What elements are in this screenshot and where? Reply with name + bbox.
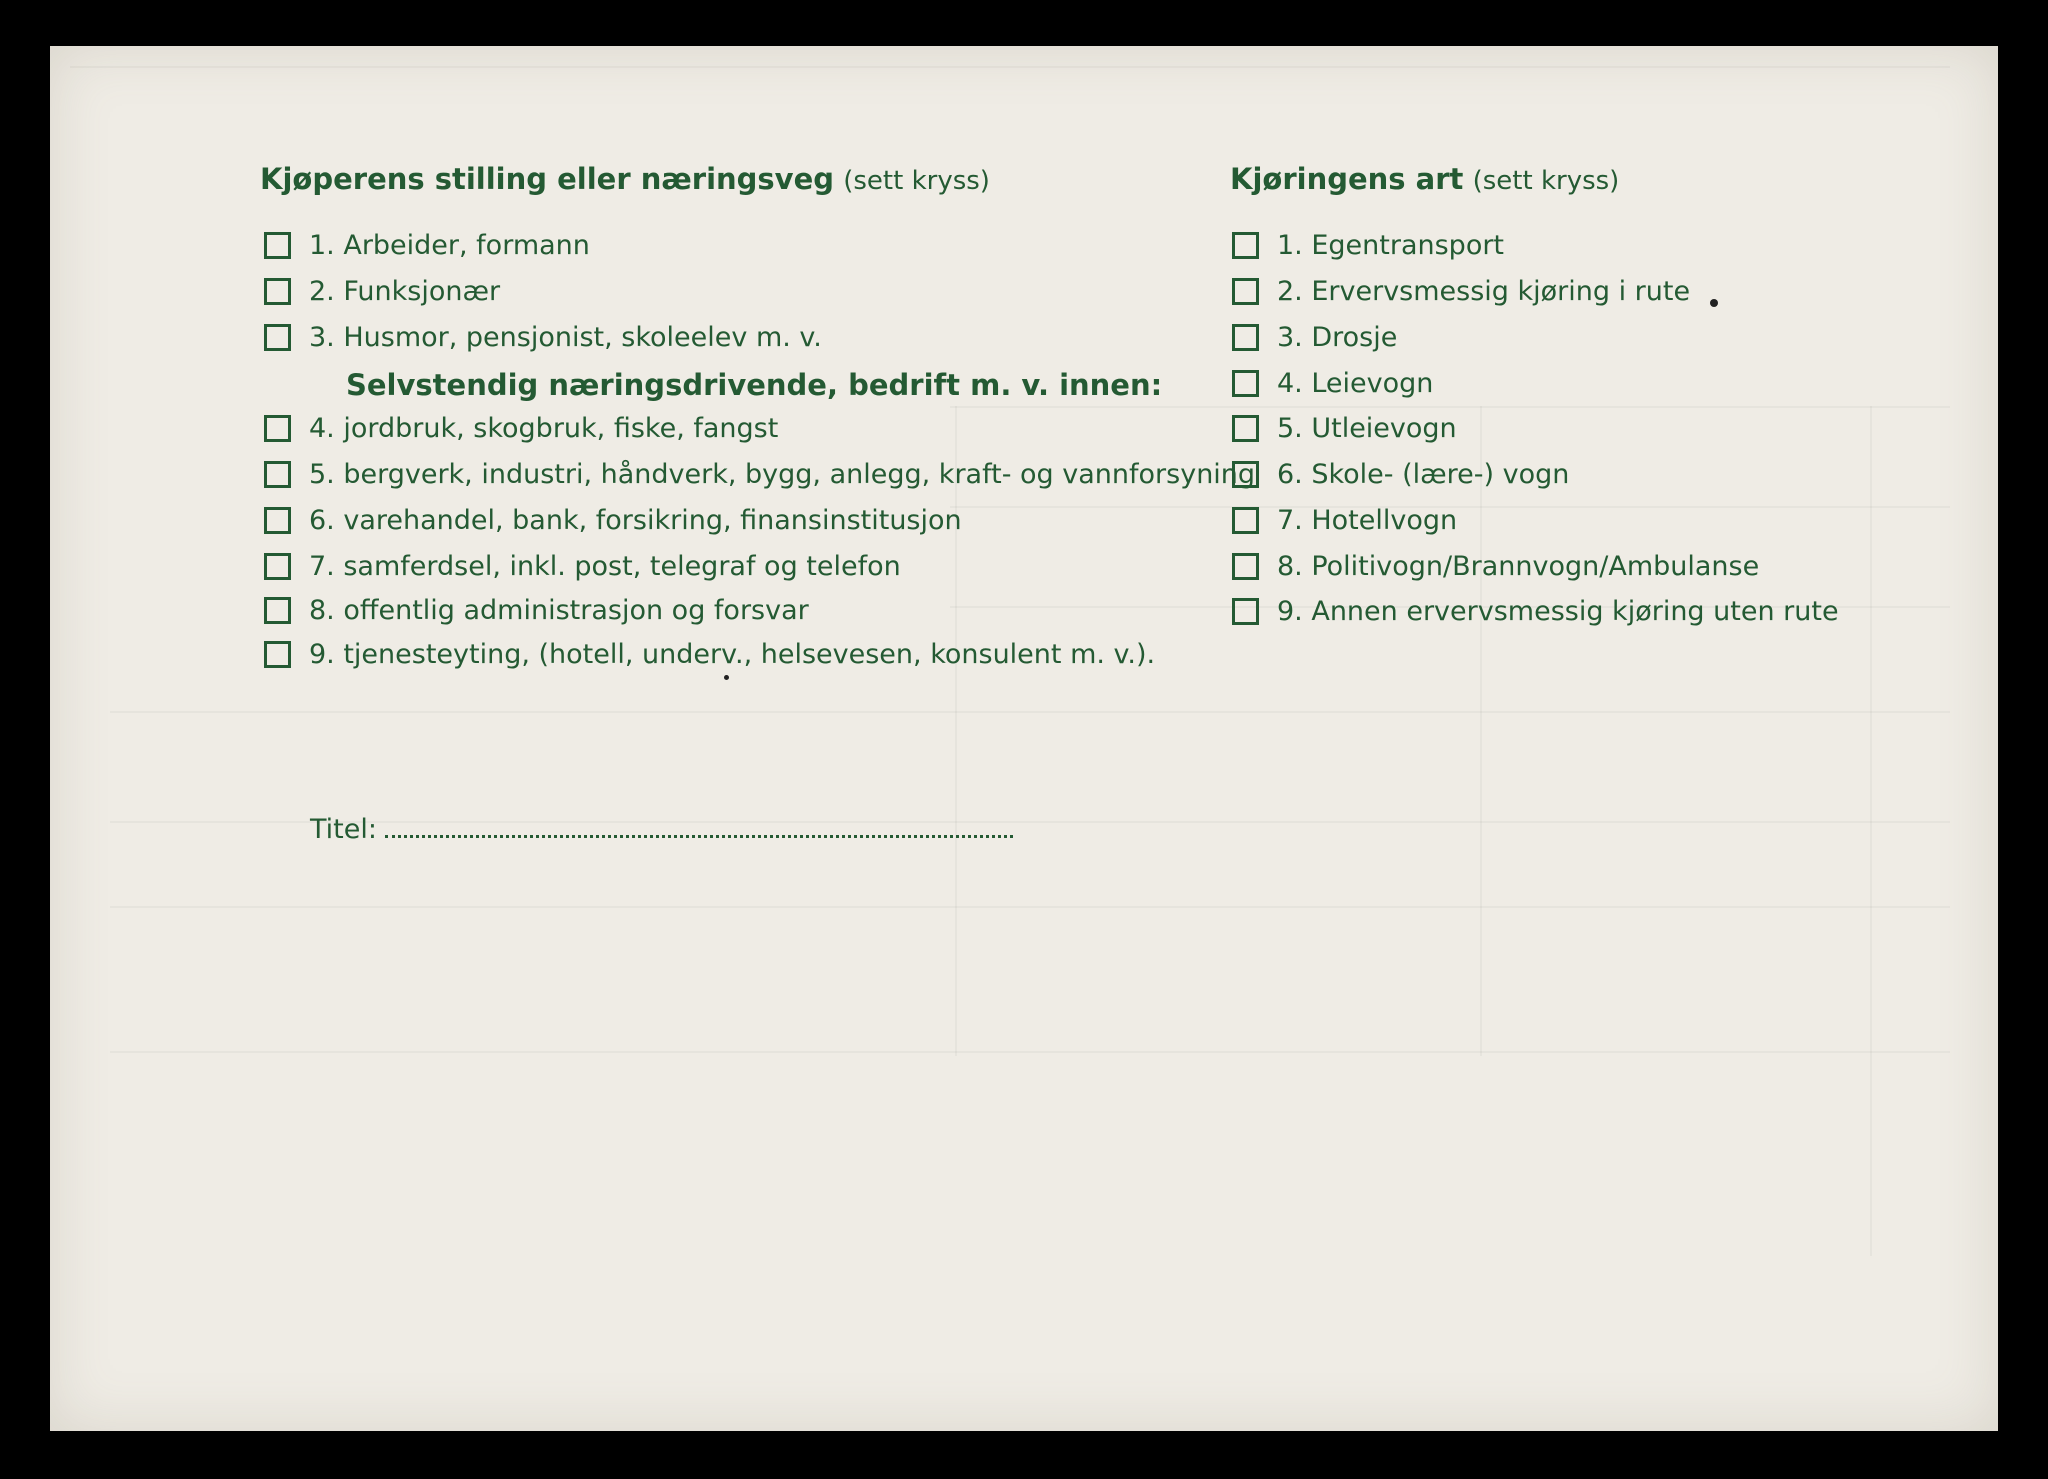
option-label: 4. jordbruk, skogbruk, fiske, fangst bbox=[309, 413, 779, 444]
option-label: 6. Skole- (lære-) vogn bbox=[1277, 459, 1570, 490]
ghost-line bbox=[1870, 406, 1872, 1256]
driving-option-2[interactable] bbox=[1232, 276, 1690, 307]
option-label: 8. offentlig administrasjon og forsvar bbox=[309, 595, 809, 626]
option-label: 7. Hotellvogn bbox=[1277, 505, 1458, 536]
occupation-option-8[interactable] bbox=[264, 595, 809, 626]
ink-speck bbox=[1710, 299, 1718, 307]
driving-option-3[interactable] bbox=[1232, 322, 1397, 353]
driving-option-8[interactable] bbox=[1232, 551, 1759, 582]
driving-option-9[interactable] bbox=[1232, 596, 1839, 627]
option-label: 2. Funksjonær bbox=[309, 276, 501, 307]
checkbox[interactable] bbox=[1232, 370, 1259, 397]
ghost-line bbox=[110, 906, 1950, 908]
option-label: 1. Egentransport bbox=[1277, 230, 1505, 261]
ink-speck bbox=[724, 675, 729, 680]
checkbox[interactable] bbox=[1232, 232, 1259, 259]
ghost-line bbox=[110, 1051, 1950, 1053]
self-employed-subheading: Selvstendig næringsdrivende, bedrift m. v. innen: bbox=[346, 368, 1163, 402]
option-label: 4. Leievogn bbox=[1277, 368, 1434, 399]
driving-option-6[interactable] bbox=[1232, 459, 1569, 490]
driving-option-1[interactable] bbox=[1232, 230, 1504, 261]
titel-dotted-line[interactable] bbox=[385, 831, 1013, 838]
option-label: 7. samferdsel, inkl. post, telegraf og telefon bbox=[309, 551, 901, 582]
checkbox[interactable] bbox=[264, 278, 291, 305]
option-label: 5. Utleievogn bbox=[1277, 413, 1457, 444]
option-label: 6. varehandel, bank, forsikring, finansinstitusjon bbox=[309, 505, 962, 536]
checkbox[interactable] bbox=[264, 324, 291, 351]
occupation-option-3[interactable] bbox=[264, 322, 822, 353]
checkbox[interactable] bbox=[264, 415, 291, 442]
driving-option-5[interactable] bbox=[1232, 413, 1457, 444]
option-label: 3. Drosje bbox=[1277, 322, 1398, 353]
checkbox[interactable] bbox=[264, 641, 291, 668]
option-label: 2. Ervervsmessig kjøring i rute bbox=[1277, 276, 1691, 307]
occupation-option-4[interactable] bbox=[264, 413, 778, 444]
option-label: 3. Husmor, pensjonist, skoleelev m. v. bbox=[309, 322, 822, 353]
occupation-option-2[interactable] bbox=[264, 276, 500, 307]
ghost-line bbox=[1480, 406, 1482, 1056]
checkbox[interactable] bbox=[264, 507, 291, 534]
occupation-option-5[interactable] bbox=[264, 459, 1255, 490]
ghost-line bbox=[70, 66, 1950, 68]
checkbox[interactable] bbox=[1232, 553, 1259, 580]
driving-option-7[interactable] bbox=[1232, 505, 1457, 536]
ghost-line bbox=[110, 711, 1950, 713]
checkbox[interactable] bbox=[264, 232, 291, 259]
left-heading bbox=[260, 162, 990, 196]
driving-option-4[interactable] bbox=[1232, 368, 1433, 399]
checkbox[interactable] bbox=[1232, 507, 1259, 534]
option-label: 1. Arbeider, formann bbox=[309, 230, 590, 261]
checkbox[interactable] bbox=[264, 461, 291, 488]
ghost-line bbox=[950, 406, 1950, 408]
checkbox[interactable] bbox=[1232, 598, 1259, 625]
left-heading-bold: Kjøperens stilling eller næringsveg bbox=[260, 162, 835, 196]
right-heading-hint: (sett kryss) bbox=[1472, 166, 1620, 196]
titel-label: Titel: bbox=[310, 814, 377, 845]
left-heading-hint: (sett kryss) bbox=[843, 166, 990, 196]
checkbox[interactable] bbox=[1232, 324, 1259, 351]
checkbox[interactable] bbox=[264, 553, 291, 580]
ghost-line bbox=[955, 406, 957, 1056]
occupation-option-9[interactable] bbox=[264, 639, 1155, 670]
occupation-option-1[interactable] bbox=[264, 230, 590, 261]
option-label: 9. Annen ervervsmessig kjøring uten rute bbox=[1277, 596, 1839, 627]
right-heading bbox=[1230, 162, 1619, 196]
right-heading-bold: Kjøringens art bbox=[1230, 162, 1464, 196]
option-label: 9. tjenesteyting, (hotell, underv., helsevesen, konsulent m. v.). bbox=[309, 639, 1156, 670]
checkbox[interactable] bbox=[1232, 415, 1259, 442]
form-page bbox=[50, 46, 1998, 1431]
checkbox[interactable] bbox=[1232, 461, 1259, 488]
checkbox[interactable] bbox=[1232, 278, 1259, 305]
option-label: 5. bergverk, industri, håndverk, bygg, anlegg, kraft- og vannforsyning bbox=[309, 459, 1256, 490]
checkbox[interactable] bbox=[264, 597, 291, 624]
occupation-option-7[interactable] bbox=[264, 551, 901, 582]
titel-field[interactable] bbox=[310, 814, 1013, 845]
occupation-option-6[interactable] bbox=[264, 505, 962, 536]
option-label: 8. Politivogn/Brannvogn/Ambulanse bbox=[1277, 551, 1760, 582]
